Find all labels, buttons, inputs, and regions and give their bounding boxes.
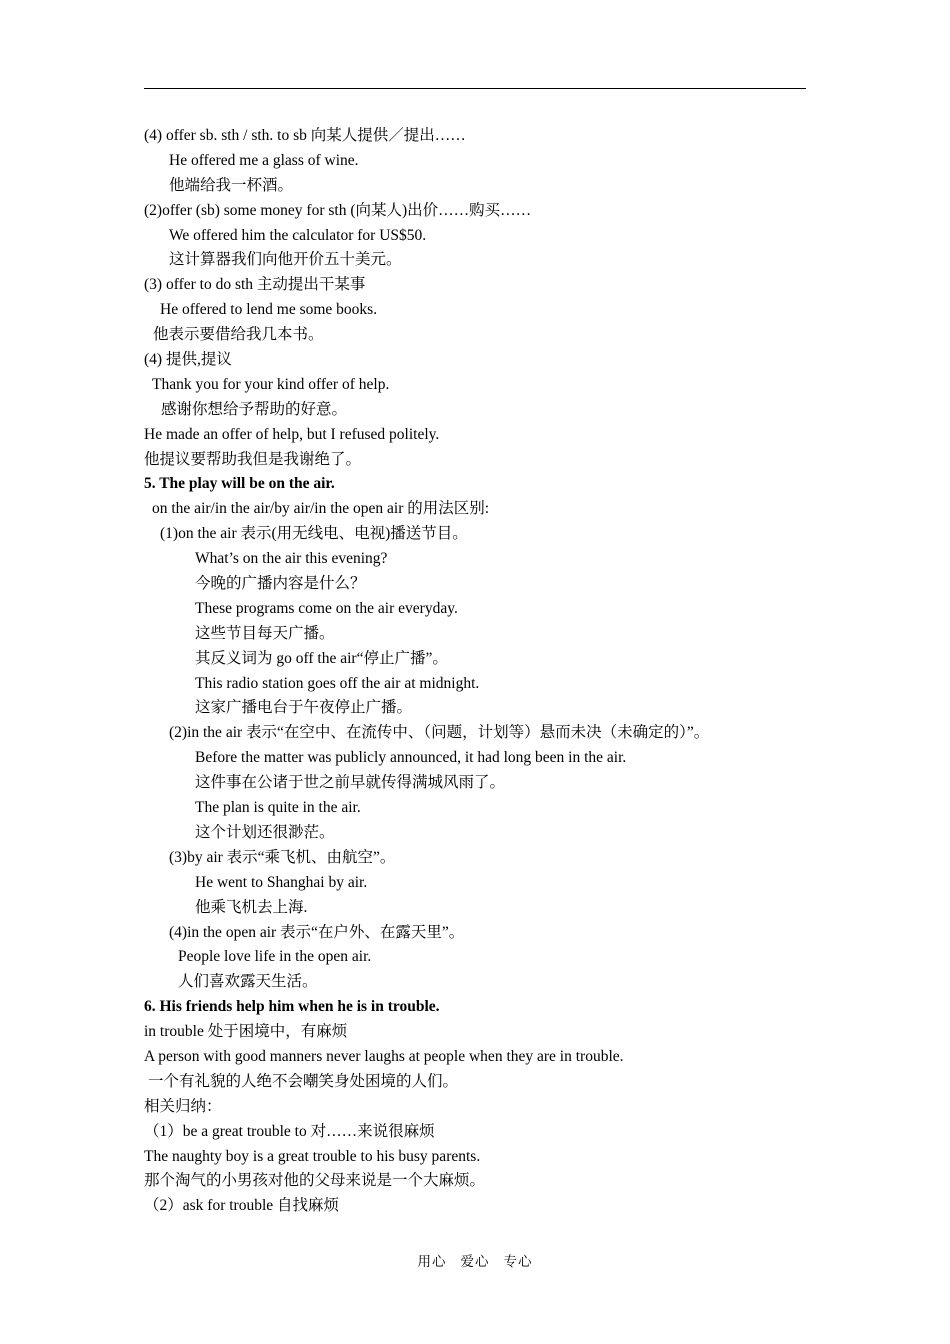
text-line: The plan is quite in the air.	[195, 799, 361, 817]
text-line: 他表示要借给我几本书。	[153, 326, 324, 344]
footer-text-3: 专心	[503, 1254, 533, 1270]
page-footer	[0, 1250, 950, 1270]
text-line: He made an offer of help, but I refused politely.	[144, 425, 440, 443]
text-line: He went to Shanghai by air.	[195, 873, 368, 891]
text-line: (3)by air 表示“乘飞机、由航空”。	[169, 848, 396, 866]
text-line: 相关归纳：	[144, 1097, 222, 1115]
header-rule	[144, 88, 806, 89]
text-line: (4) offer sb. sth / sth. to sb 向某人提供／提出……	[144, 127, 466, 144]
text-line: in trouble 处于困境中，有麻烦	[144, 1023, 348, 1041]
text-line: 那个淘气的小男孩对他的父母来说是一个大麻烦。	[144, 1172, 486, 1190]
text-line: This radio station goes off the air at midnight.	[195, 674, 480, 692]
text-line: (1)on the air 表示(用无线电、电视)播送节目。	[160, 525, 468, 543]
text-line: 这家广播电台于午夜停止广播。	[195, 699, 413, 717]
text-line: 他乘飞机去上海.	[195, 898, 308, 916]
text-line: (4) 提供,提议	[144, 351, 232, 369]
text-line: on the air/in the air/by air/in the open air 的用法区别:	[152, 500, 490, 518]
text-line: He offered to lend me some books.	[160, 301, 378, 319]
text-line: （1）be a great trouble to 对……来说很麻烦	[144, 1122, 435, 1140]
text-line: 他提议要帮助我但是我谢绝了。	[144, 450, 362, 468]
text-line: 这件事在公诸于世之前早就传得满城风雨了。	[195, 774, 506, 792]
text-line: 这些节目每天广播。	[195, 624, 335, 642]
text-line: What’s on the air this evening?	[195, 550, 388, 568]
text-line: 今晚的广播内容是什么？	[195, 575, 366, 593]
text-line: (3) offer to do sth 主动提出干某事	[144, 276, 366, 294]
text-line: We offered him the calculator for US$50.	[169, 226, 427, 244]
text-line: (4)in the open air 表示“在户外、在露天里”。	[169, 923, 465, 941]
text-line: (2)offer (sb) some money for sth (向某人)出价……购买……	[144, 201, 532, 219]
text-line: Thank you for your kind offer of help.	[152, 375, 390, 393]
text-line: 其反义词为 go off the air“停止广播”。	[195, 649, 448, 667]
section-heading: 5. The play will be on the air.	[144, 475, 335, 493]
text-line: People love life in the open air.	[178, 948, 372, 966]
text-line: The naughty boy is a great trouble to his busy parents.	[144, 1147, 481, 1165]
text-line: （2）ask for trouble 自找麻烦	[144, 1197, 340, 1215]
text-line: 一个有礼貌的人绝不会嘲笑身处困境的人们。	[148, 1072, 459, 1090]
footer-text-2: 爱心	[460, 1254, 490, 1270]
text-line: 感谢你想给予帮助的好意。	[161, 400, 348, 418]
text-line: He offered me a glass of wine.	[169, 151, 359, 169]
section-heading: 6. His friends help him when he is in trouble.	[144, 998, 440, 1016]
text-line: 这计算器我们向他开价五十美元。	[169, 251, 402, 269]
footer-text-1: 用心	[417, 1254, 447, 1270]
text-line: A person with good manners never laughs at people when they are in trouble.	[144, 1047, 624, 1065]
text-line: These programs come on the air everyday.	[195, 599, 458, 617]
text-line: Before the matter was publicly announced, it had long been in the air.	[195, 749, 627, 767]
text-line: (2)in the air 表示“在空中、在流传中、（问题，计划等）悬而未决（未确定的）”。	[169, 724, 710, 742]
text-line: 人们喜欢露天生活。	[178, 973, 318, 991]
text-line: 这个计划还很渺茫。	[195, 823, 335, 841]
document-body	[144, 124, 806, 1219]
text-line: 他端给我一杯酒。	[169, 176, 294, 194]
